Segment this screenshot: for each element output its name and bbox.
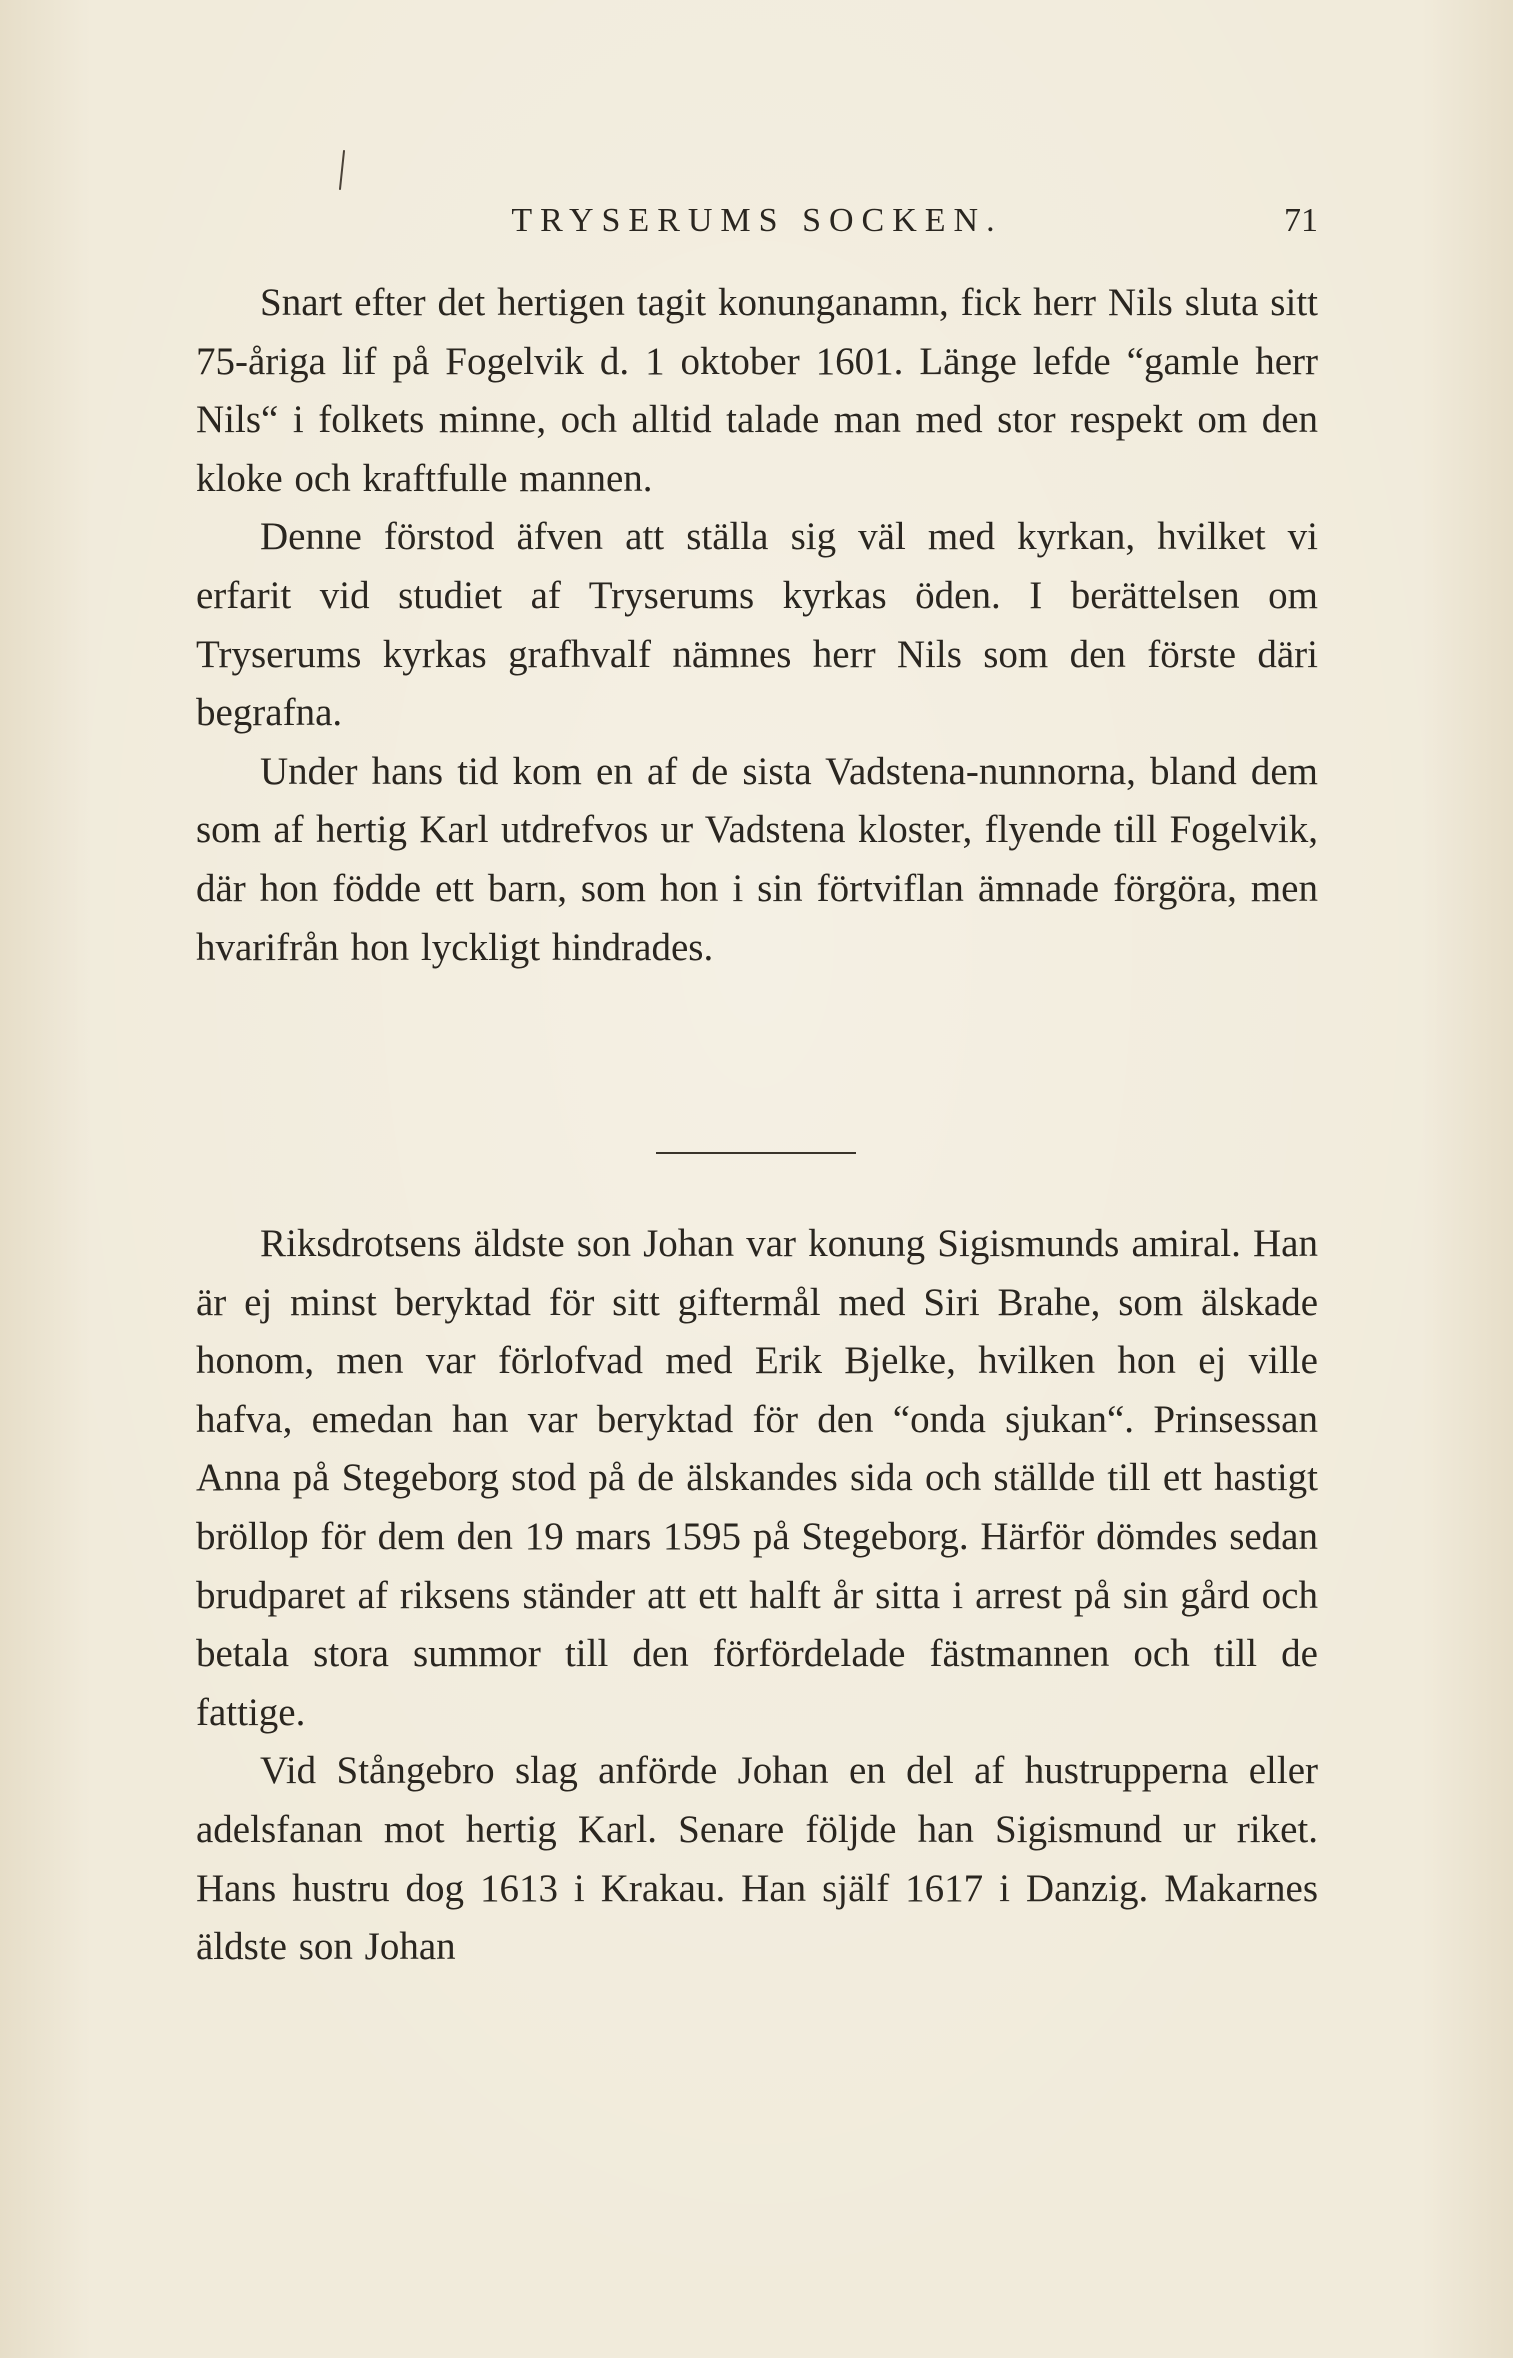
pencil-mark [338,150,346,190]
page-header [196,196,1318,246]
section-divider [656,1152,856,1154]
paragraph: Snart efter det hertigen tagit konunganamn, fick herr Nils sluta sitt 75-åriga lif på Fogelvik d. 1 oktober 1601. Länge lefde “gamle herr Nils“ i folkets minne, och alltid talade man med stor respekt om den kloke och kraftfulle mannen. [196,281,1318,500]
paragraph: Riksdrotsens äldste son Johan var konung Sigismunds amiral. Han är ej minst beryktad för sitt giftermål med Siri Brahe, som älskade honom, men var förlofvad med Erik Bjelke, hvilken hon ej ville hafva, emedan han var beryktad för den “onda sjukan“. Prinsessan Anna på Stegeborg stod på de älskandes sida och ställde till ett hastigt bröllop för dem den 19 mars 1595 på Stegeborg. Härför dömdes sedan brudparet af riksens ständer att ett halft år sitta i arrest på sin gård och betala stora summor till den förfördelade fästmannen och till de fattige. [196,1222,1318,1734]
paragraph: Vid Stångebro slag anförde Johan en del af hustrupperna eller adelsfanan mot hertig Karl. Senare följde han Sigismund ur riket. Hans hustru dog 1613 i Krakau. Han själf 1617 i Danzig. Makarnes äldste son Johan [196,1749,1318,1969]
paragraph: Denne förstod äfven att ställa sig väl med kyrkan, hvilket vi erfarit vid studiet af Tryserums kyrkas öden. I berättelsen om Tryserums kyrkas grafhvalf nämnes herr Nils som den förste däri begrafna. [196,515,1318,735]
body-text-section-2 [196,1215,1318,1977]
body-text-section-1 [196,274,1318,977]
paragraph: Under hans tid kom en af de sista Vadstena-nunnorna, bland dem som af hertig Karl utdrefvos ur Vadstena kloster, flyende till Fogelvik, där hon födde ett barn, som hon i sin förtviflan ämnade förgöra, men hvarifrån hon lyckligt hindrades. [196,749,1318,969]
running-title: TRYSERUMS SOCKEN. [511,202,1003,239]
page-number: 71 [1284,202,1318,239]
